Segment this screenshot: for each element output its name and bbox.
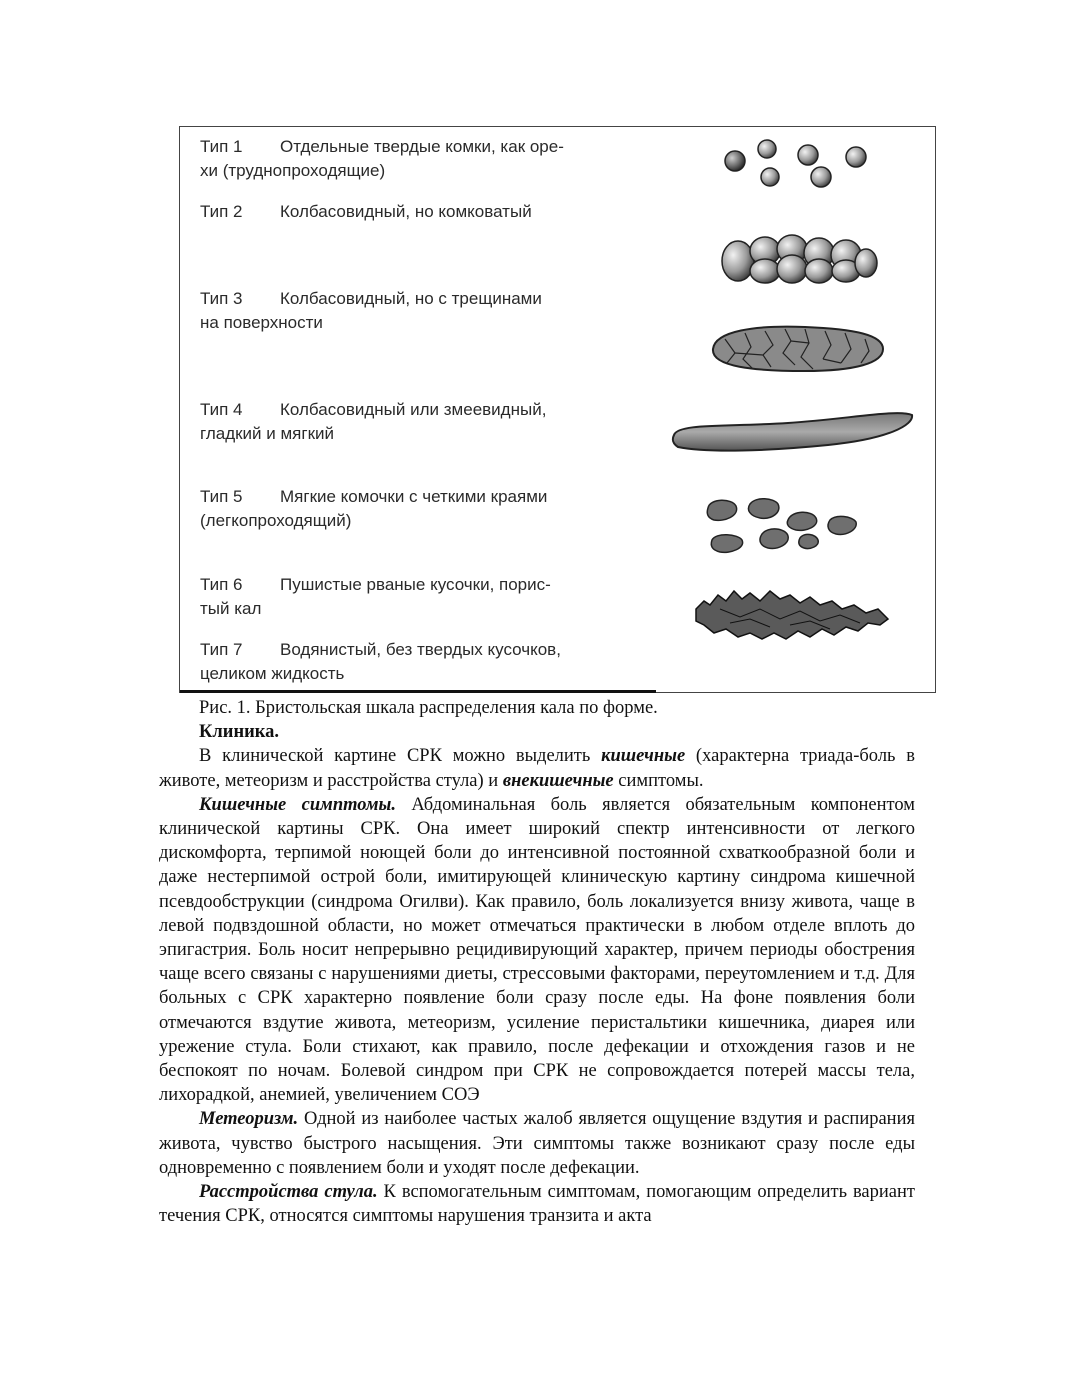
type-2-row — [200, 200, 670, 224]
figure-bottom-rule — [180, 690, 656, 693]
type-1-illustration — [715, 135, 875, 195]
type-3-row — [200, 287, 670, 335]
type-4-desc-line1: Колбасовидный или змеевидный, — [280, 400, 547, 419]
p4-heading: Расстройства стула. — [199, 1182, 378, 1203]
type-4-desc-line2: гладкий и мягкий — [200, 424, 335, 443]
bristol-scale-figure — [179, 126, 936, 693]
page-body — [159, 696, 915, 1228]
type-1-desc-line2: хи (труднопроходящие) — [200, 161, 386, 180]
type-5-label: Тип 5 — [200, 487, 243, 506]
type-7-desc-line2: целиком жидкость — [200, 664, 345, 683]
type-5-illustration — [702, 492, 872, 562]
type-1-desc-line1: Отдельные твердые комки, как оре- — [280, 137, 564, 156]
paragraph-meteorism — [159, 1107, 915, 1180]
p1-text-c: (характерна триада-боль в животе, метеоризм и расстройства стула) и — [159, 746, 915, 791]
type-3-desc-line2: на поверхности — [200, 313, 323, 332]
type-4-label: Тип 4 — [200, 400, 243, 419]
p2-text: Абдоминальная боль является обязательным компонентом клинической картины СРК. Она имеет широкий спектр интенсивности от легкого дискомфорта, терпимой ноющей боли до интенсивной постоянной схваткообразной боли и даже нестерпимой острой боли, имитирующей клиническую картину синдрома кишечной псевдообструкции (синдрома Огилви). Как правило, боль локализуется внизу живота, чаще в левой подвздошной области, но может отмечаться практически в любом отделе вплоть до эпигастрия. Боль носит непрерывно рецидивирующий характер, причем периоды обострения чаще всего связаны с нарушениями диеты, стрессовыми факторами, переутомлением и т.д. Для больных с СРК характерно появление боли сразу после еды. На фоне появления боли отмечаются вздутие живота, метеоризм, усиление перистальтики кишечника, диарея или урежение стула. Боли стихают, как правило, после дефекации и отхождения газов и не беспокоят по ночам. Болевой синдром при СРК не сопровождается потерей массы тела, лихорадкой, анемией, увеличением СОЭ — [159, 794, 915, 1106]
type-6-desc-line2: тый кал — [200, 599, 262, 618]
type-6-label: Тип 6 — [200, 575, 243, 594]
type-3-desc-line1: Колбасовидный, но с трещинами — [280, 289, 542, 308]
p4-text: К вспомогательным симптомам, помогающим определить вариант течения СРК, относятся симптомы нарушения транзита и акта — [159, 1182, 915, 1227]
p2-heading: Кишечные симптомы. — [199, 794, 396, 815]
type-4-row — [200, 398, 670, 446]
paragraph-intro — [159, 744, 915, 792]
type-6-illustration — [690, 579, 900, 645]
type-6-desc-line1: Пушистые рваные кусочки, порис- — [280, 575, 551, 594]
type-5-row — [200, 485, 670, 533]
type-2-illustration — [720, 227, 880, 287]
type-2-label: Тип 2 — [200, 202, 243, 221]
type-5-desc-line2: (легкопроходящий) — [200, 511, 352, 530]
paragraph-intestinal-symptoms — [159, 793, 915, 1108]
type-1-label: Тип 1 — [200, 137, 243, 156]
type-4-illustration — [668, 405, 918, 455]
p1-text-e: симптомы. — [613, 770, 704, 791]
figure-caption: Рис. 1. Бристольская шкала распределения кала по форме. — [199, 698, 658, 718]
p1-term-intestinal: кишечные — [601, 746, 686, 767]
type-3-label: Тип 3 — [200, 289, 243, 308]
type-7-label: Тип 7 — [200, 640, 243, 659]
type-7-desc-line1: Водянистый, без твердых кусочков, — [280, 640, 561, 659]
type-2-desc-line1: Колбасовидный, но комковатый — [280, 202, 532, 221]
type-6-row — [200, 573, 670, 621]
type-1-row — [200, 135, 670, 183]
type-5-desc-line1: Мягкие комочки с четкими краями — [280, 487, 548, 506]
paragraph-stool-disorders — [159, 1180, 915, 1228]
p3-heading: Метеоризм. — [199, 1109, 299, 1130]
type-3-illustration — [705, 319, 890, 379]
p3-text: Одной из наиболее частых жалоб является ощущение вздутия и распирания живота, чувство быстрого насыщения. Эти симптомы также возникают сразу после еды одновременно с появлением боли и уходят после дефекации. — [159, 1109, 915, 1178]
p1-term-extraintestinal: внекишечные — [502, 770, 614, 791]
section-heading: Клиника. — [199, 722, 280, 743]
p1-text-a: В клинической картине СРК можно выделить — [199, 746, 602, 767]
type-7-row — [200, 638, 670, 686]
